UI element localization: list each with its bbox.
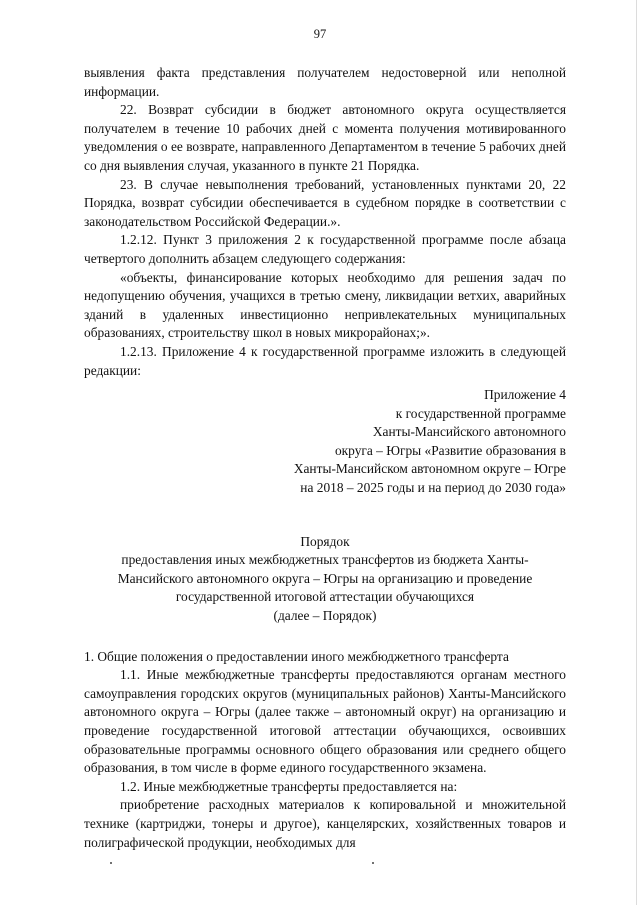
paragraph-1-2: 1.2. Иные межбюджетные трансферты предоставляется на: [120, 778, 458, 794]
title-line: (далее – Порядок) [273, 608, 377, 624]
appendix-line: Приложение 4 [484, 387, 566, 403]
scan-edge-line [636, 0, 637, 905]
title-line: государственной итоговой аттестации обучающихся [175, 589, 475, 605]
paragraph-continuation: выявления факта представления получателем недостоверной или неполной информации. [84, 65, 566, 99]
document-body [84, 64, 566, 852]
appendix-line: Ханты-Мансийском автономном округе – Югре [293, 461, 566, 477]
paragraph-1-2-13: 1.2.13. Приложение 4 к государственной программе изложить в следующей редакции: [84, 343, 566, 378]
paragraph-quoted-objects: «объекты, финансирование которых необходимо для решения задач по недопущению обучения, учащихся в третью смену, ликвидации ветхих, аварийных зданий в удаленных инвестиционно непривлекательных муниципальных образованиях, строительству школ в новых микрорайонах;». [84, 269, 566, 341]
paragraph-1-1: 1.1. Иные межбюджетные трансферты предоставляются органам местного самоуправления городских округов (муниципальных районов) Ханты-Мансийского автономного округа – Югры (далее также – автономный округ) на организацию и проведение государственной итоговой аттестации обучающихся, освоивших образовательные программы основного общего образования или среднего общего образования, в том числе в форме единого государственного экзамена. [84, 667, 566, 776]
procedure-title [84, 533, 566, 626]
appendix-line: Ханты-Мансийского автономного [372, 424, 566, 440]
paragraph-item-23: 23. В случае невыполнения требований, установленных пунктами 20, 22 Порядка, возврат субсидии обеспечивается в судебном порядке в соответствии с законодательством Российской Федерации.». [84, 176, 566, 229]
appendix-line: округа – Югры «Развитие образования в [334, 442, 566, 458]
title-line: Мансийского автономного округа – Югры на организацию и проведение [117, 570, 533, 586]
title-line: предоставления иных межбюджетных трансфертов из бюджета Ханты- [121, 552, 529, 568]
paragraph-1-2-12: 1.2.12. Пункт 3 приложения 2 к государственной программе после абзаца четвертого дополнить абзацем следующего содержания: [84, 232, 566, 266]
appendix-reference [84, 386, 566, 498]
scan-artifact [372, 862, 374, 864]
section-heading: 1. Общие положения о предоставлении иного межбюджетного трансферта [84, 648, 509, 664]
page-number: 97 [313, 27, 327, 41]
appendix-line: к государственной программе [395, 405, 566, 421]
appendix-line: на 2018 – 2025 годы и на период до 2030 года» [300, 480, 566, 496]
title-line: Порядок [300, 533, 350, 549]
scan-artifact [110, 862, 112, 864]
paragraph-item-22: 22. Возврат субсидии в бюджет автономного округа осуществляется получателем в течение 10 рабочих дней с момента получения мотивированного уведомления о ее возврате, направленного Департаментом в течение 5 рабочих дней со дня выявления случая, указанного в пункте 21 Порядка. [84, 102, 566, 173]
paragraph-purchase: приобретение расходных материалов к копировальной и множительной технике (картриджи, тонеры и другое), канцелярских, хозяйственных товаров и полиграфической продукции, необходимых для [84, 797, 566, 850]
